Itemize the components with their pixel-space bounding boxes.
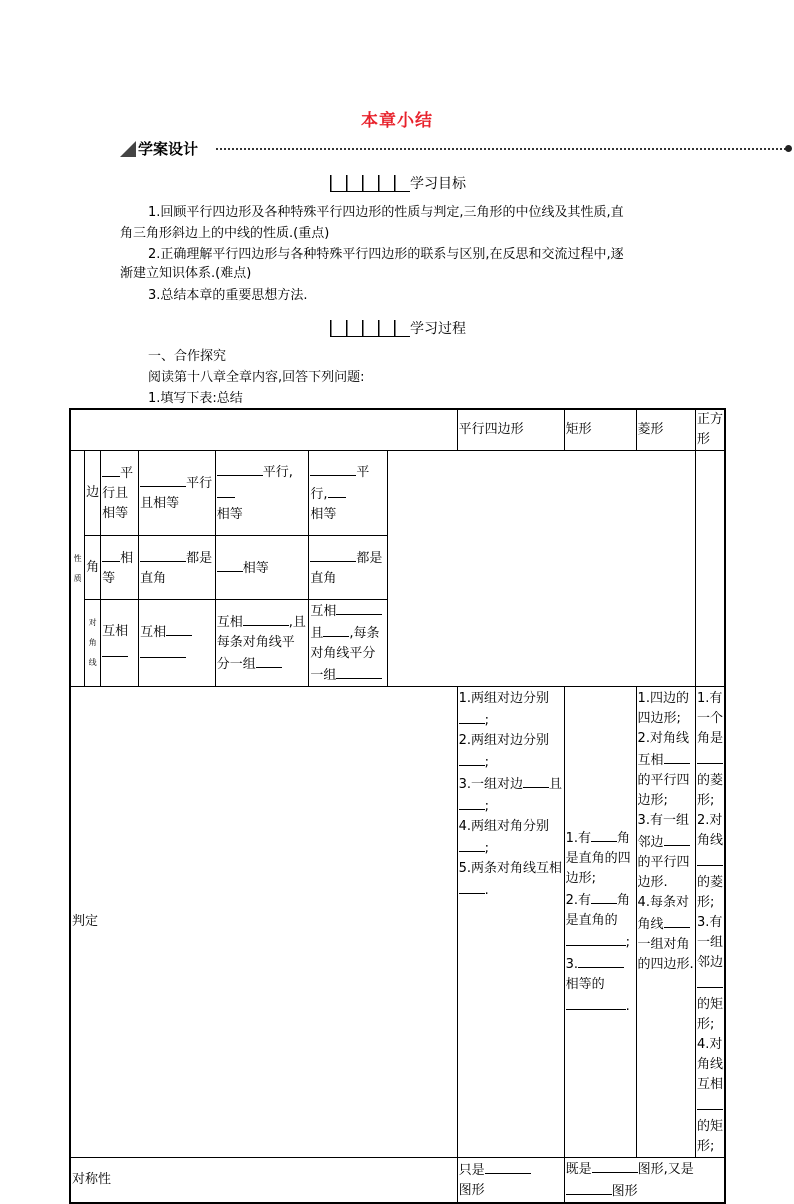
goal-line: 渐建立知识体系.(难点) [120,266,252,281]
header-rhombus: 菱形 [636,409,695,451]
property-blank [387,451,695,687]
header-blank [70,409,457,451]
row-sym-label: 对称性 [70,1158,457,1204]
angle-rect: 都是直角 [139,536,216,600]
ruler-mark [330,175,410,192]
goal-line: 1.回顾平行四边形及各种特殊平行四边形的性质与判定,三角形的中位线及其性质,直 [148,205,624,220]
angle-rhombus: 相等 [215,536,309,600]
explore-heading: 一、合作探究 [148,349,227,364]
diag-square: 互相 且 ,每条对角线平分一组 [309,600,387,687]
judge-square: 1.有一个角是的菱形; 2.对角线的菱形; 3.有一组邻边的矩形; 4.对角线互相的矩形; [696,687,726,1158]
sym-special: 既是 图形,又是图形 [564,1158,725,1204]
judge-rhombus: 1.四边的四边形; 2.对角线互相的平行四边形; 3.有一组邻边的平行四边形. 4.每条对角线一组对角的四边形. [636,687,695,1158]
edge-para: 平行且相等 [101,451,139,536]
ruler-mark [330,320,410,337]
edge-rhombus: 平行, 相等 [215,451,309,536]
banner-label: 学案设计 [138,140,199,158]
explore-intro: 阅读第十八章全章内容,回答下列问题: [148,370,365,385]
header-square: 正方形 [696,409,726,451]
row-angle-label: 角 [85,536,101,600]
question-1: 1.填写下表:总结 [148,391,243,406]
goal-line: 角三角形斜边上的中线的性质.(重点) [120,226,330,241]
judge-rect: 1.有 角是直角的四边形; 2.有 角是直角的; 3.相等的. [564,687,636,1158]
edge-rect: 平行且相等 [139,451,216,536]
row-diag-label: 对角线 [85,600,101,687]
header-parallelogram: 平行四边形 [457,409,564,451]
diag-para: 互相 [101,600,139,687]
page-title: 本章小结 [361,111,433,131]
header-rectangle: 矩形 [564,409,636,451]
angle-para: 相等 [101,536,139,600]
section-goals-label: 学习目标 [410,176,466,192]
edge-square: 平行, 相等 [309,451,387,536]
dot-icon [785,145,792,152]
diag-rhombus: 互相 ,且每条对角线平分一组 [215,600,309,687]
summary-table [69,408,726,1204]
sym-para: 只是 图形 [457,1158,564,1204]
section-banner [120,138,792,160]
property-label: 性质 [70,451,85,687]
row-judge-label: 判定 [70,687,457,1158]
judge-para: 1.两组对边分别; 2.两组对边分别; 3.一组对边 且; 4.两组对角分别; 5.两条对角线互相. [457,687,564,1158]
section-goals [330,172,466,192]
dotted-divider [216,148,786,150]
section-process [330,317,466,337]
row-edge-label: 边 [85,451,101,536]
goal-line: 3.总结本章的重要思想方法. [148,288,308,303]
angle-square: 都是直角 [309,536,387,600]
diag-rect: 互相 [139,600,216,687]
goal-line: 2.正确理解平行四边形与各种特殊平行四边形的联系与区别,在反思和交流过程中,逐 [148,247,624,262]
triangle-icon [120,141,136,157]
section-process-label: 学习过程 [410,321,466,337]
